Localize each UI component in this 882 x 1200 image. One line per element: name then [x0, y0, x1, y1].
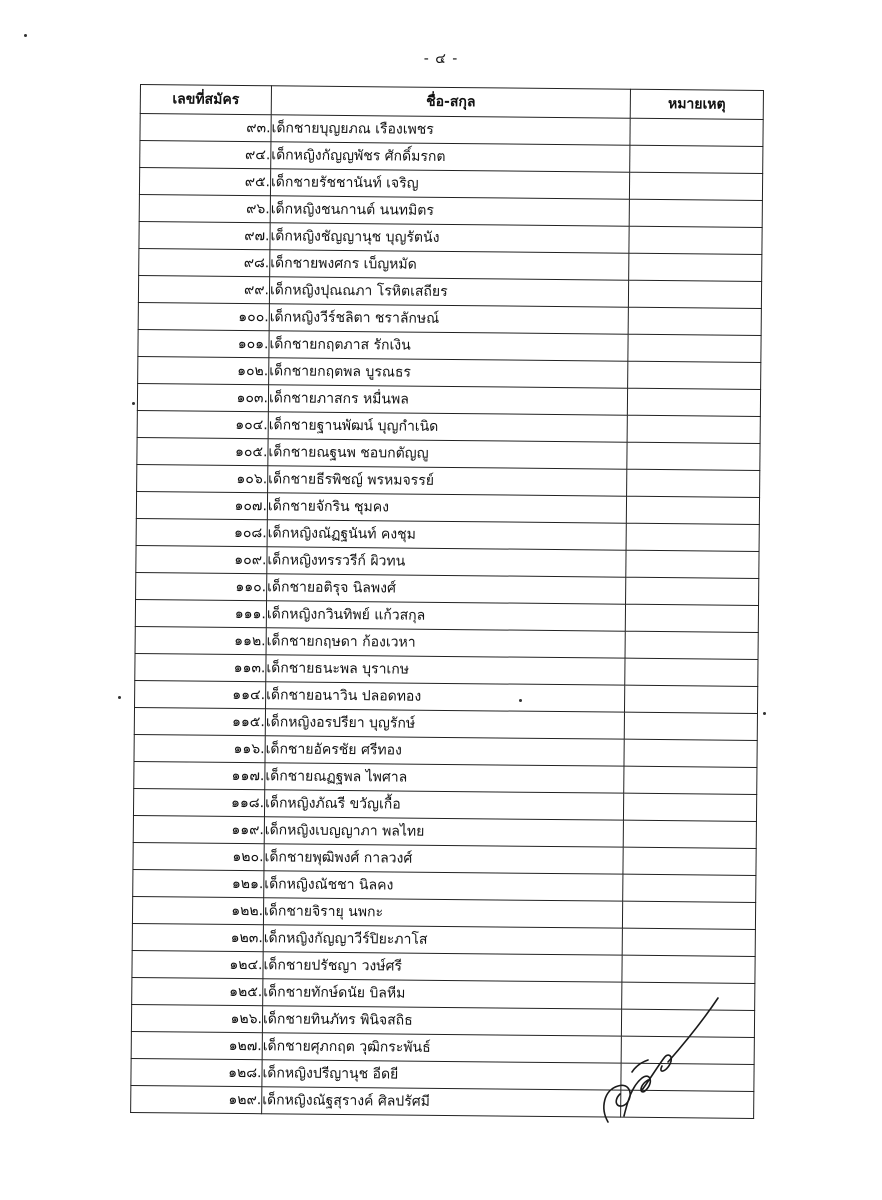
applicant-name: เด็กหญิงกัญญพัชร ศักดิ์มรกต — [271, 142, 630, 172]
applicant-name: เด็กชายบุญยภณ เรืองเพชร — [271, 115, 630, 145]
applicant-name: เด็กหญิงอรปรียา บุญรักษ์ — [265, 709, 624, 739]
applicant-name: เด็กหญิงชนกานต์ นนทมิตร — [270, 196, 629, 226]
applicant-remark — [624, 685, 757, 713]
applicant-number: ๑๑๐. — [136, 572, 267, 600]
applicant-name: เด็กหญิงวีร์ชลิตา ชราลักษณ์ — [269, 304, 628, 334]
applicant-name: เด็กหญิงชัญญานุช บุญรัตนัง — [270, 223, 629, 253]
applicant-remark — [627, 469, 760, 497]
applicant-number: ๑๑๓. — [135, 653, 266, 681]
applicant-name: เด็กชายกฤตพล บูรณธร — [269, 358, 628, 388]
applicant-number: ๙๙. — [138, 275, 269, 303]
applicant-remark — [628, 361, 761, 389]
applicant-number: ๙๓. — [140, 114, 271, 142]
applicant-number: ๑๒๔. — [132, 950, 263, 978]
applicant-remark — [623, 793, 756, 821]
applicant-number: ๑๒๐. — [133, 842, 264, 870]
applicant-number: ๑๒๙. — [131, 1085, 262, 1113]
applicant-number: ๙๗. — [139, 221, 270, 249]
applicant-remark — [630, 145, 763, 173]
header-number: เลขที่สมัคร — [140, 85, 271, 115]
applicant-number: ๑๐๓. — [137, 383, 268, 411]
applicant-remark — [626, 577, 759, 605]
applicant-number: ๑๐๖. — [137, 464, 268, 492]
applicant-table-body — [131, 114, 764, 1119]
applicant-remark — [627, 388, 760, 416]
applicant-name: เด็กชายธีรพิชญ์ พรหมจรรย์ — [268, 466, 627, 496]
applicant-remark — [629, 226, 762, 254]
applicant-name: เด็กชายธนะพล บุราเกษ — [266, 655, 625, 685]
applicant-name: เด็กชายทินภัทร พินิจสถิธ — [262, 1006, 621, 1036]
applicant-name: เด็กหญิงเบญญาภา พลไทย — [264, 817, 623, 847]
applicant-table-sheet — [130, 84, 760, 1134]
applicant-remark — [626, 496, 759, 524]
applicant-number: ๑๑๔. — [135, 680, 266, 708]
applicant-remark — [623, 874, 756, 902]
applicant-name: เด็กชายจิรายุ นพกะ — [263, 898, 622, 928]
applicant-name: เด็กชายอนาวิน ปลอดทอง — [266, 682, 625, 712]
applicant-remark — [628, 307, 761, 335]
applicant-number: ๙๕. — [139, 168, 270, 196]
applicant-number: ๑๒๘. — [131, 1058, 262, 1086]
handwritten-signature — [590, 990, 730, 1130]
applicant-remark — [629, 253, 762, 281]
applicant-remark — [622, 928, 755, 956]
applicant-number: ๑๒๒. — [132, 896, 263, 924]
applicant-number: ๙๘. — [139, 248, 270, 276]
applicant-remark — [628, 280, 761, 308]
applicant-number: ๑๑๗. — [134, 761, 265, 789]
applicant-number: ๑๒๖. — [131, 1004, 262, 1032]
applicant-remark — [624, 766, 757, 794]
applicant-name: เด็กชายกฤตภาส รักเงิน — [269, 331, 628, 361]
applicant-number: ๑๐๙. — [136, 545, 267, 573]
applicant-remark — [624, 739, 757, 767]
scan-speck — [132, 402, 135, 405]
applicant-number: ๙๔. — [140, 141, 271, 169]
applicant-number: ๑๐๒. — [138, 356, 269, 384]
scan-speck — [519, 699, 522, 702]
applicant-remark — [625, 658, 758, 686]
applicant-number: ๑๑๑. — [135, 599, 266, 627]
applicant-number: ๑๐๐. — [138, 302, 269, 330]
applicant-name: เด็กชายพุฒิพงศ์ กาลวงศ์ — [264, 844, 623, 874]
applicant-remark — [629, 199, 762, 227]
applicant-number: ๑๑๕. — [134, 707, 265, 735]
applicant-name: เด็กชายกฤษดา ก้องเวหา — [266, 628, 625, 658]
applicant-remark — [622, 901, 755, 929]
applicant-remark — [626, 523, 759, 551]
applicant-table — [130, 84, 764, 1119]
applicant-remark — [630, 118, 763, 146]
applicant-remark — [624, 712, 757, 740]
applicant-name: เด็กชายฐานพัฒน์ บุญกำเนิด — [268, 412, 627, 442]
applicant-name: เด็กชายณฏฐพล ไพศาล — [265, 763, 624, 793]
applicant-name: เด็กหญิงปุณณภา โรหิตเสถียร — [269, 277, 628, 307]
applicant-number: ๑๐๕. — [137, 437, 268, 465]
applicant-name: เด็กชายจักริน ชุมคง — [267, 493, 626, 523]
applicant-number: ๑๐๑. — [138, 329, 269, 357]
applicant-name: เด็กชายอติรุจ นิลพงศ์ — [267, 574, 626, 604]
scan-speck — [24, 34, 27, 37]
applicant-name: เด็กหญิงณัชชา นิลคง — [264, 871, 623, 901]
applicant-remark — [626, 550, 759, 578]
applicant-number: ๑๒๑. — [133, 869, 264, 897]
applicant-name: เด็กหญิงปรีญานุช อีดยี — [262, 1060, 621, 1090]
applicant-name: เด็กชายณฐนพ ชอบกตัญญู — [268, 439, 627, 469]
applicant-number: ๑๒๗. — [131, 1031, 262, 1059]
applicant-number: ๑๑๒. — [135, 626, 266, 654]
applicant-number: ๑๐๔. — [137, 410, 268, 438]
applicant-number: ๑๒๓. — [132, 923, 263, 951]
applicant-number: ๑๐๗. — [136, 491, 267, 519]
applicant-name: เด็กชายพงศกร เบ็ญหมัด — [270, 250, 629, 280]
applicant-name: เด็กหญิงณัฏฐนันท์ คงชุม — [267, 520, 626, 550]
applicant-name: เด็กชายทักษ์ดนัย บิลหีม — [263, 979, 622, 1009]
applicant-name: เด็กชายปรัชญา วงษ์ศรี — [263, 952, 622, 982]
applicant-number: ๑๒๕. — [132, 977, 263, 1005]
applicant-remark — [627, 415, 760, 443]
header-remark: หมายเหตุ — [630, 89, 763, 119]
applicant-remark — [623, 820, 756, 848]
applicant-remark — [627, 442, 760, 470]
applicant-remark — [629, 172, 762, 200]
applicant-name: เด็กชายอัครชัย ศรีทอง — [265, 736, 624, 766]
applicant-name: เด็กชายรัชชานันท์ เจริญ — [270, 169, 629, 199]
page-number: - ๔ - — [423, 51, 459, 67]
applicant-number: ๑๑๘. — [133, 788, 264, 816]
applicant-name: เด็กชายศุภกฤต วุฒิกระพันธ์ — [262, 1033, 621, 1063]
applicant-name: เด็กหญิงทรรวรีก์ ผิวทน — [267, 547, 626, 577]
applicant-name: เด็กหญิงกวินทิพย์ แก้วสกุล — [266, 601, 625, 631]
applicant-remark — [623, 847, 756, 875]
applicant-name: เด็กหญิงภัณรี ขวัญเกื้อ — [264, 790, 623, 820]
applicant-number: ๑๐๘. — [136, 518, 267, 546]
applicant-number: ๙๖. — [139, 194, 270, 222]
applicant-remark — [625, 631, 758, 659]
scan-speck — [763, 712, 766, 715]
header-name: ชื่อ-สกุล — [271, 86, 630, 118]
applicant-remark — [625, 604, 758, 632]
applicant-number: ๑๑๖. — [134, 734, 265, 762]
applicant-remark — [628, 334, 761, 362]
applicant-name: เด็กหญิงกัญญาวีร์ปิยะภาโส — [263, 925, 622, 955]
applicant-name: เด็กหญิงณัฐสุรางค์ ศิลปรัศมี — [262, 1087, 621, 1117]
applicant-name: เด็กชายภาสกร หมื่นพล — [268, 385, 627, 415]
applicant-number: ๑๑๙. — [133, 815, 264, 843]
scan-speck — [118, 696, 121, 699]
applicant-remark — [622, 955, 755, 983]
